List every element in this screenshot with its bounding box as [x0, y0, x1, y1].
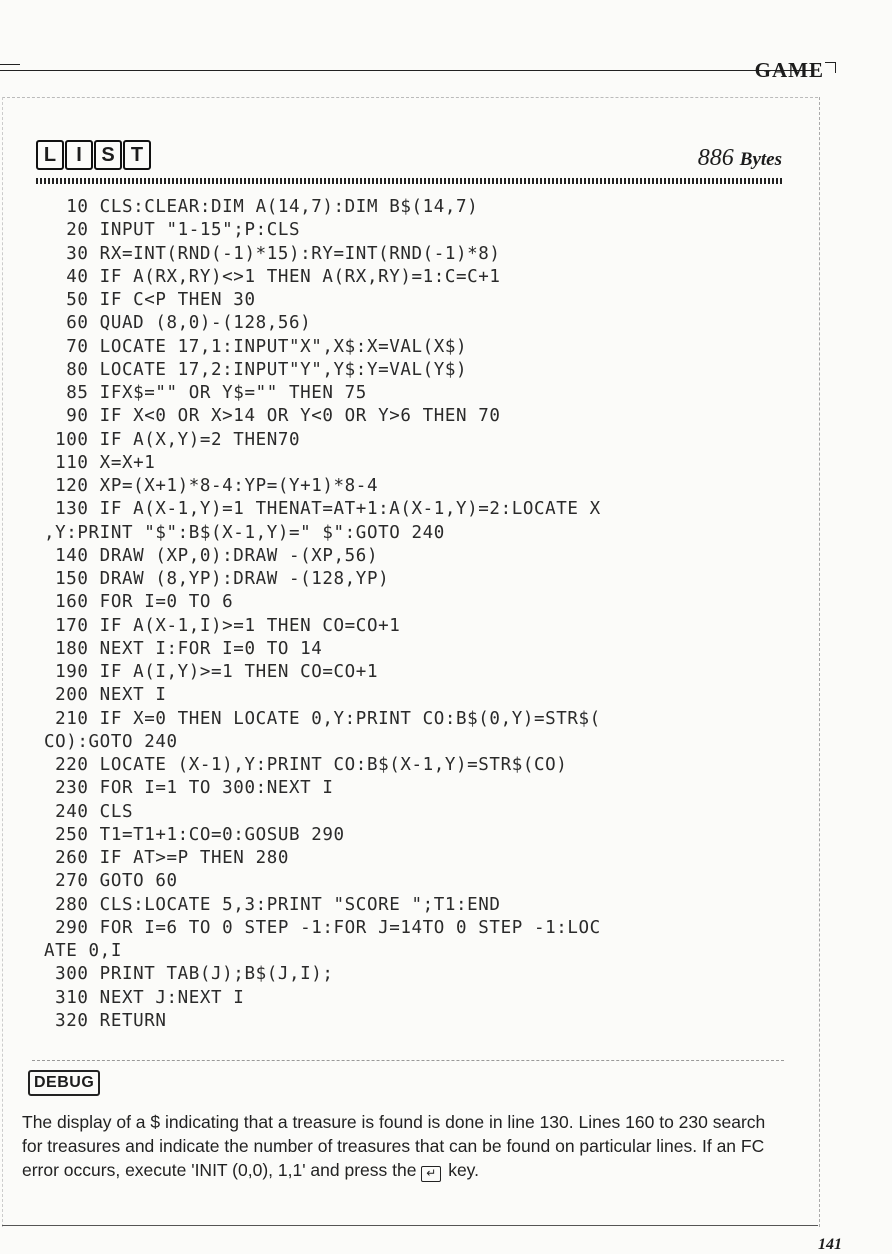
- return-key-icon: ↵: [421, 1166, 441, 1182]
- code-line: 10 CLS:CLEAR:DIM A(14,7):DIM B$(14,7): [44, 197, 479, 217]
- listing-separator: [32, 1060, 784, 1061]
- code-line: 250 T1=T1+1:CO=0:GOSUB 290: [44, 824, 345, 845]
- list-logo-letter-s: S: [94, 140, 122, 170]
- code-line: 260 IF AT>=P THEN 280: [44, 848, 289, 868]
- code-line: 50 IF C<P THEN 30: [44, 290, 256, 310]
- code-line: 270 GOTO 60: [44, 871, 178, 892]
- code-line: 230 FOR I=1 TO 300:NEXT I: [44, 778, 334, 799]
- debug-label: DEBUG: [28, 1070, 100, 1096]
- code-line: 240 CLS: [44, 801, 134, 822]
- debug-text-end: key.: [443, 1160, 479, 1180]
- list-logo-letter-i: I: [65, 140, 93, 170]
- code-line: CO):GOTO 240: [44, 731, 178, 752]
- code-line: 130 IF A(X-1,Y)=1 THENAT=AT+1:A(X-1,Y)=2:LOCATE X: [44, 499, 601, 520]
- box-bottom-border: [2, 1225, 818, 1226]
- code-line: 160 FOR I=0 TO 6: [44, 592, 234, 613]
- code-line: 80 LOCATE 17,2:INPUT"Y",Y$:Y=VAL(Y$): [44, 359, 468, 380]
- code-line: 30 RX=INT(RND(-1)*15):RY=INT(RND(-1)*8): [44, 243, 501, 264]
- list-logo: [36, 140, 151, 170]
- code-line: 180 NEXT I:FOR I=0 TO 14: [44, 638, 323, 659]
- code-line: 110 X=X+1: [44, 452, 156, 473]
- top-rule: [0, 70, 812, 71]
- page-number: 141: [818, 1236, 842, 1253]
- code-line: 300 PRINT TAB(J);B$(J,I);: [44, 964, 334, 985]
- code-line: 90 IF X<0 OR X>14 OR Y<0 OR Y>6 THEN 70: [44, 406, 501, 427]
- top-rule-left: [0, 64, 20, 65]
- code-line: 280 CLS:LOCATE 5,3:PRINT "SCORE ";T1:END: [44, 894, 501, 915]
- code-line: 320 RETURN: [44, 1010, 167, 1031]
- section-label: GAME: [754, 58, 824, 82]
- code-line: 210 IF X=0 THEN LOCATE 0,Y:PRINT CO:B$(0,Y)=STR$(: [44, 708, 601, 729]
- list-logo-letter-t: T: [123, 140, 151, 170]
- code-line: 140 DRAW (XP,0):DRAW -(XP,56): [44, 545, 379, 566]
- code-line: 290 FOR I=6 TO 0 STEP -1:FOR J=14TO 0 STEP -1:LOC: [44, 917, 601, 938]
- byte-count: [698, 145, 782, 172]
- code-line: 40 IF A(RX,RY)<>1 THEN A(RX,RY)=1:C=C+1: [44, 266, 501, 287]
- code-line: 310 NEXT J:NEXT I: [44, 987, 245, 1008]
- code-line: ,Y:PRINT "$":B$(X-1,Y)=" $":GOTO 240: [44, 522, 445, 543]
- debug-text-main: The display of a $ indicating that a treasure is found is done in line 130. Lines 160 to 230 search for treasures and indicate the number of treasures that can be found on particular lines. If an FC error occurs, execute 'INIT (0,0), 1,1' and press the: [22, 1112, 766, 1180]
- code-line: 220 LOCATE (X-1),Y:PRINT CO:B$(X-1,Y)=STR$(CO): [44, 755, 568, 775]
- code-line: 190 IF A(I,Y)>=1 THEN CO=CO+1: [44, 662, 379, 682]
- hatch-rule: [36, 178, 784, 184]
- code-line: ATE 0,I: [44, 941, 122, 961]
- list-logo-letter-l: L: [36, 140, 64, 170]
- code-line: 150 DRAW (8,YP):DRAW -(128,YP): [44, 569, 390, 589]
- debug-paragraph: [22, 1110, 786, 1182]
- byte-count-value: 886: [697, 145, 734, 171]
- code-line: 20 INPUT "1-15";P:CLS: [44, 220, 301, 241]
- code-line: 60 QUAD (8,0)-(128,56): [44, 313, 312, 334]
- code-line: 70 LOCATE 17,1:INPUT"X",X$:X=VAL(X$): [44, 336, 468, 357]
- code-line: 85 IFX$="" OR Y$="" THEN 75: [44, 383, 367, 403]
- byte-count-unit: Bytes: [739, 149, 782, 170]
- code-line: 200 NEXT I: [44, 685, 167, 706]
- code-line: 170 IF A(X-1,I)>=1 THEN CO=CO+1: [44, 615, 401, 636]
- code-line: 120 XP=(X+1)*8-4:YP=(Y+1)*8-4: [44, 476, 379, 496]
- code-line: 100 IF A(X,Y)=2 THEN70: [44, 429, 301, 450]
